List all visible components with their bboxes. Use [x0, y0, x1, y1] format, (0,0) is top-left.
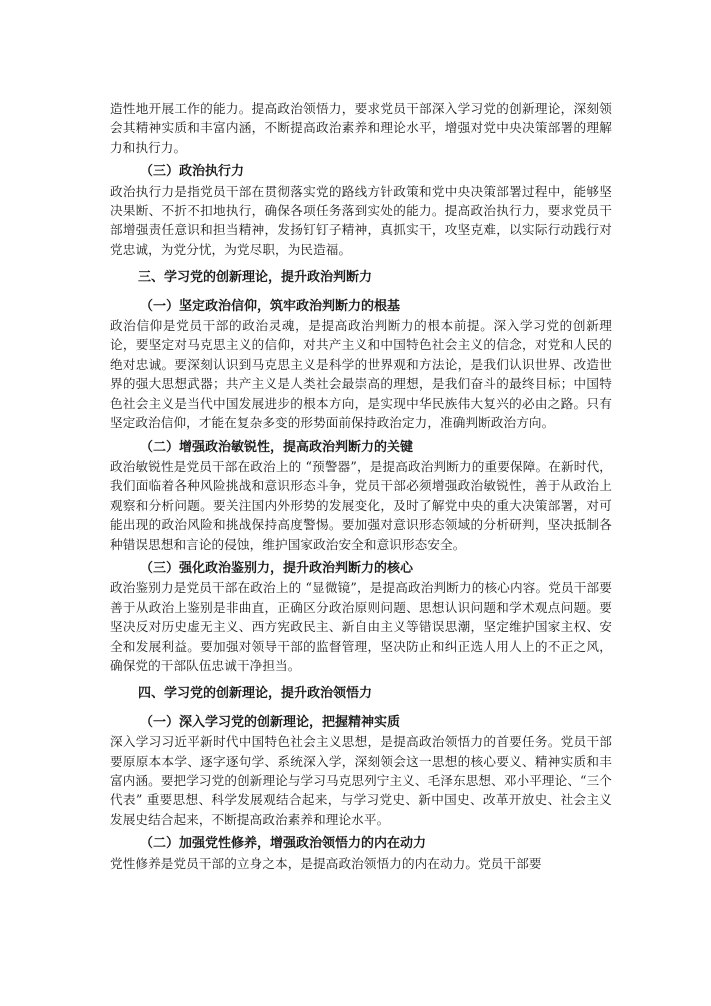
subheading-study-innovative-theory: （一）深入学习党的创新理论，把握精神实质: [140, 714, 401, 730]
paragraph-party-spirit: 党性修养是党员干部的立身之本，是提高政治领悟力的内在动力。党员干部要: [110, 855, 542, 871]
subheading-political-belief: （一）坚定政治信仰，筑牢政治判断力的根基: [140, 298, 401, 314]
section-heading-four: 四、学习党的创新理论，提升政治领悟力: [138, 686, 373, 702]
paragraph-study-innovative-theory: 深入学习习近平新时代中国特色社会主义思想，是提高政治领悟力的首要任务。党员干部要原原本本学、逐字逐句学、系统深入学，深刻领会这一思想的核心要义、精神实质和丰富内涵。要把学习党的创新理论与学习马克思列宁主义、毛泽东思想、邓小平理论、“三个代表” 重要思想、科学发展观结合起来，与学习党史、新中国史、改革开放史、社会主义发展史结合起来，不断提高政治素养和理论水平。: [110, 734, 612, 827]
subheading-party-spirit: （二）加强党性修养，增强政治领悟力的内在动力: [140, 836, 427, 852]
paragraph-political-discernment: 政治鉴别力是党员干部在政治上的 “显微镜”，是提高政治判断力的核心内容。党员干部要善于从政治上鉴别是非曲直，正确区分政治原则问题、思想认识问题和学术观点问题。要坚决反对历史虚无主义、西方宪政民主、新自由主义等错误思潮，坚定维护国家主权、安全和发展利益。要加强对领导干部的监督管理，坚决防止和纠正选人用人上的不正之风，确保党的干部队伍忠诚干净担当。: [110, 580, 612, 673]
subheading-political-sensitivity: （二）增强政治敏锐性，提高政治判断力的关键: [140, 439, 414, 455]
document-body: [110, 99, 612, 873]
paragraph-political-sensitivity: 政治敏锐性是党员干部在政治上的 “预警器”，是提高政治判断力的重要保障。在新时代，我们面临着各种风险挑战和意识形态斗争，党员干部必须增强政治敏锐性，善于从政治上观察和分析问题。要关注国内外形势的发展变化，及时了解党中央的重大决策部署，对可能出现的政治风险和挑战保持高度警惕。要加强对意识形态领域的分析研判，坚决抵制各种错误思想和言论的侵蚀，维护国家政治安全和意识形态安全。: [110, 458, 612, 552]
section-heading-three: 三、学习党的创新理论，提升政治判断力: [138, 270, 373, 286]
paragraph-political-execution: 政治执行力是指党员干部在贯彻落实党的路线方针政策和党中央决策部署过程中，能够坚决果断、不折不扣地执行，确保各项任务落到实处的能力。提高政治执行力，要求党员干部增强责任意识和担当精神，发扬钉钉子精神，真抓实干，攻坚克难，以实际行动践行对党忠诚，为党分忧，为党尽职，为民造福。: [110, 183, 612, 257]
subheading-political-discernment: （三）强化政治鉴别力，提升政治判断力的核心: [140, 560, 414, 576]
subheading-political-execution: （三）政治执行力: [140, 164, 245, 180]
paragraph-political-belief: 政治信仰是党员干部的政治灵魂，是提高政治判断力的根本前提。深入学习党的创新理论，要坚定对马克思主义的信仰，对共产主义和中国特色社会主义的信念，对党和人民的绝对忠诚。要深刻认识到马克思主义是科学的世界观和方法论，是我们认识世界、改造世界的强大思想武器；共产主义是人类社会最崇高的理想，是我们奋斗的最终目标；中国特色社会主义是当代中国发展进步的根本方向，是实现中华民族伟大复兴的必由之路。只有坚定政治信仰，才能在复杂多变的形势面前保持政治定力，准确判断政治方向。: [110, 318, 612, 431]
paragraph-political-comprehension-continued: 造性地开展工作的能力。提高政治领悟力，要求党员干部深入学习党的创新理论，深刻领会其精神实质和丰富内涵，不断提高政治素养和理论水平，增强对党中央决策部署的理解力和执行力。: [110, 101, 612, 155]
